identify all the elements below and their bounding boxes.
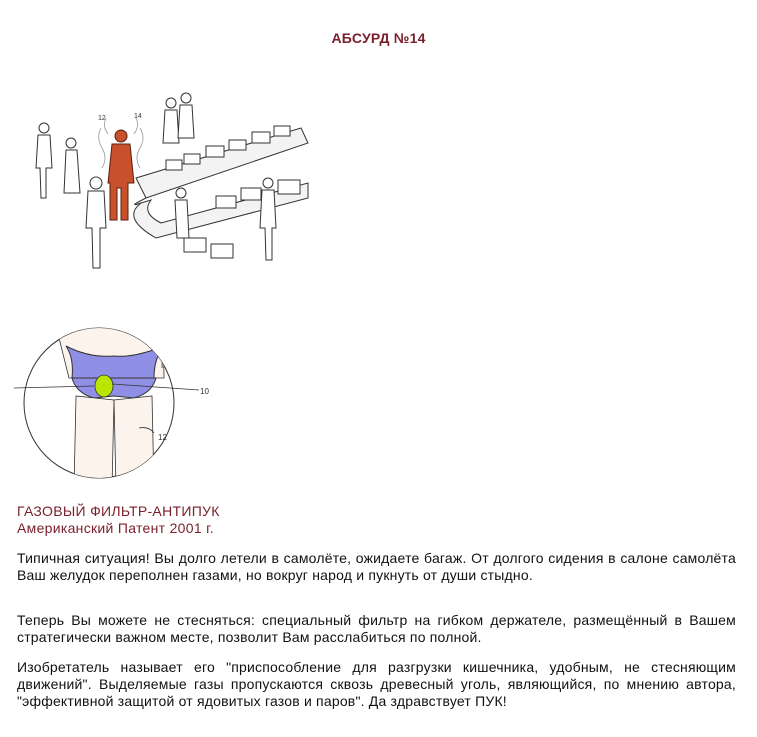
label-10: 10 [200, 387, 209, 396]
filter-pad [95, 375, 113, 397]
page-title: АБСУРД №14 [331, 30, 426, 46]
label-12: 12 [158, 433, 167, 442]
article-headline: ГАЗОВЫЙ ФИЛЬТР-АНТИПУК [17, 503, 220, 519]
label-14: 14 [134, 113, 142, 120]
article-subheadline: Американский Патент 2001 г. [17, 520, 214, 536]
article-paragraph: Изобретатель называет его "приспособление для разгрузки кишечника, удобным, не стесняющим движений". Выделяемые газы пропускаются сквозь древесный уголь, являющийся, по мнению автора, "эффективной защитой от ядовитых газов и паров". Да здравствует ПУК! [17, 659, 736, 709]
gas-filter-illustration [14, 318, 219, 488]
highlighted-passenger [108, 130, 134, 220]
airport-baggage-illustration [16, 88, 316, 278]
label-12: 12 [98, 115, 106, 122]
article-paragraph: Типичная ситуация! Вы долго летели в самолёте, ожидаете багаж. От долгого сидения в салоне самолёта Ваш желудок переполнен газами, но вокруг народ и пукнуть от души стыдно. [17, 550, 736, 583]
article-paragraph: Теперь Вы можете не стесняться: специальный фильтр на гибком держателе, размещённый в Вашем стратегически важном месте, позволит Вам расслабиться по полной. [17, 612, 736, 645]
